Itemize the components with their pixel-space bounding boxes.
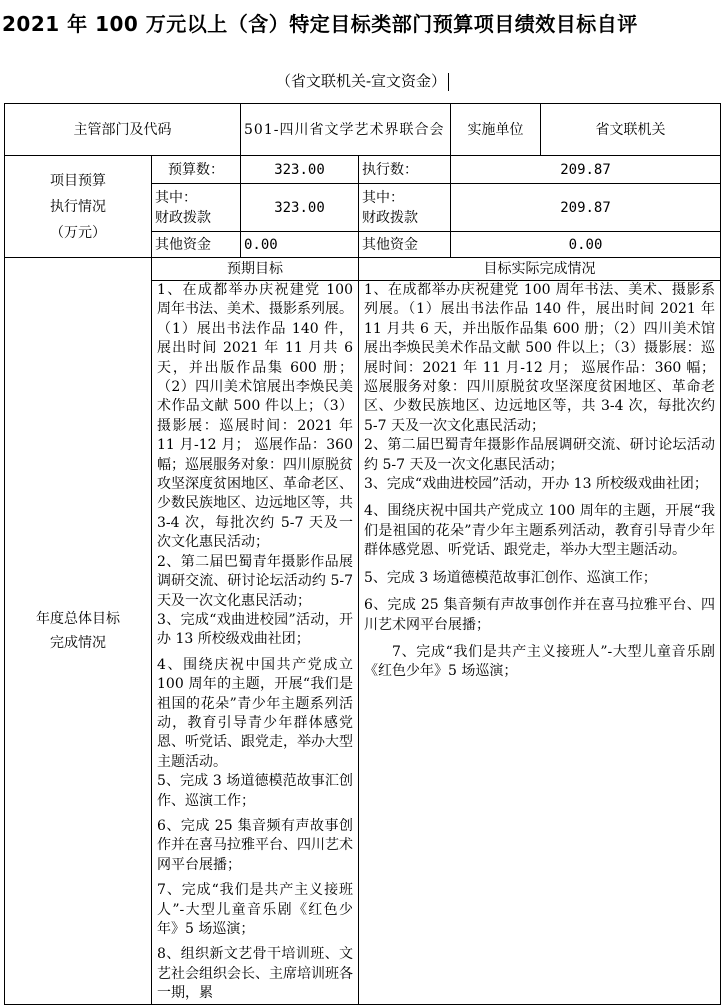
- budget-label-line-1: 项目预算: [50, 172, 106, 189]
- expected-item: 3、完成“戏曲进校园”活动，开办 13 所校级戏曲社团；: [157, 611, 353, 648]
- document-subtitle: [0, 70, 725, 92]
- budget-other[interactable]: 0.00: [241, 232, 359, 258]
- dept-label: 主管部门及代码: [5, 104, 241, 156]
- budget-exec-label: [5, 156, 152, 258]
- actual-item: 2、第二届巴蜀青年摄影作品展调研交流、研讨论坛活动约 5-7 天及一次文化惠民活动；: [364, 437, 716, 473]
- of-which-label: 其中：: [155, 189, 197, 206]
- budget-amount[interactable]: 323.00: [241, 156, 359, 184]
- subtitle-text: （省文联机关-宣文资金）: [275, 72, 447, 90]
- annual-goal-label: [5, 258, 152, 1005]
- budget-amount-label: 预算数：: [152, 156, 241, 184]
- fiscal-label: 财政拨款: [155, 209, 211, 226]
- expected-item: 1、在成都举办庆祝建党 100 周年书法、美术、摄影系列展。（1）展出书法作品 140 件，展出时间 2021 年 11 月共 6 天，并出版作品集 600 册；（2）四川美术馆展出李焕民美术作品文献 500 件以上；（3）摄影展：巡展时间：2021 年 11 月-12 月； 巡展作品：360 幅；巡展服务对象：四川原脱贫攻坚深度贫困地区、革命老区、少数民族地区、边远地区等，共 3-4 次，每批次约 5-7 天及一次文化惠民活动；: [157, 282, 353, 551]
- exec-amount-label: 执行数：: [359, 156, 451, 184]
- dept-row: [5, 104, 721, 156]
- annual-goal-label-line-2: 完成情况: [50, 634, 106, 651]
- actual-item: 7、完成“我们是共产主义接班人”-大型儿童音乐剧《红色少年》5 场巡演；: [364, 643, 716, 680]
- budget-row: [5, 156, 721, 184]
- actual-item: 6、完成 25 集音频有声故事创作并在喜马拉雅平台、四川艺术网平台展播；: [364, 597, 716, 633]
- expected-item: 6、完成 25 集音频有声故事创作并在喜马拉雅平台、四川艺术网平台展播；: [157, 817, 353, 873]
- exec-fiscal[interactable]: 209.87: [451, 184, 721, 232]
- document-title: 2021 年 100 万元以上（含）特定目标类部门预算项目绩效目标自评: [2, 12, 638, 36]
- exec-other[interactable]: 0.00: [451, 232, 721, 258]
- dept-value[interactable]: 501-四川省文学艺术界联合会: [241, 104, 451, 156]
- actual-goal-header: 目标实际完成情况: [359, 258, 721, 281]
- exec-fiscal-label: 财政拨款: [362, 209, 418, 226]
- expected-item: 4、围绕庆祝中国共产党成立 100 周年的主题，开展“我们是祖国的花朵”青少年主题系列活动，教育引导青少年群体感党恩、听党话、跟党走，举办大型主题活动。: [157, 656, 353, 770]
- exec-other-label: 其他资金: [359, 232, 451, 258]
- budget-label-line-2: 执行情况: [50, 198, 106, 215]
- other-funds-label: 其他资金: [152, 232, 241, 258]
- impl-label: 实施单位: [451, 104, 541, 156]
- budget-fiscal[interactable]: 323.00: [241, 184, 359, 232]
- expected-goal-content[interactable]: [152, 281, 359, 1005]
- fiscal-label-cell: [152, 184, 241, 232]
- actual-item: 1、在成都举办庆祝建党 100 周年书法、美术、摄影系列展。（1）展出书法作品 140 件，展出时间 2021 年 11 月共 6 天，并出版作品集 600 册；（2）四川美术馆展出李焕民美术作品文献 500 件以上；（3）摄影展：巡展时间：2021 年 11 月-12 月； 巡展作品：360 幅；巡展服务对象：四川原脱贫攻坚深度贫困地区、革命老区、少数民族地区、边远地区等，共 3-4 次，每批次约 5-7 天及一次文化惠民活动；: [364, 282, 716, 434]
- exec-amount[interactable]: 209.87: [451, 156, 721, 184]
- performance-table: [4, 103, 721, 1005]
- actual-item: 5、完成 3 场道德模范故事汇创作、巡演工作；: [364, 569, 657, 586]
- goal-header-row: [5, 258, 721, 281]
- text-cursor: [448, 73, 449, 91]
- exec-of-which-label: 其中：: [362, 189, 404, 206]
- expected-item: 8、组织新文艺骨干培训班、文艺社会组织会长、主席培训班各一期，累: [157, 946, 353, 1002]
- actual-item: 3、完成“戏曲进校园”活动，开办 13 所校级戏曲社团；: [364, 476, 708, 493]
- annual-goal-label-line-1: 年度总体目标: [36, 610, 120, 627]
- expected-item: 5、完成 3 场道德模范故事汇创作、巡演工作；: [157, 773, 353, 809]
- expected-item: 2、第二届巴蜀青年摄影作品展调研交流、研讨论坛活动约 5-7 天及一次文化惠民活动；: [157, 553, 353, 609]
- exec-fiscal-label-cell: [359, 184, 451, 232]
- actual-item: 4、围绕庆祝中国共产党成立 100 周年的主题，开展“我们是祖国的花朵”青少年主题系列活动，教育引导青少年群体感党恩、听党话、跟党走，举办大型主题活动。: [364, 503, 716, 559]
- expected-item: 7、完成“我们是共产主义接班人”-大型儿童音乐剧《红色少年》5 场巡演；: [157, 882, 353, 937]
- budget-label-line-3: （万元）: [50, 224, 106, 241]
- expected-goal-header: 预期目标: [152, 258, 359, 281]
- actual-goal-content[interactable]: [359, 281, 721, 1005]
- impl-value[interactable]: 省文联机关: [541, 104, 721, 156]
